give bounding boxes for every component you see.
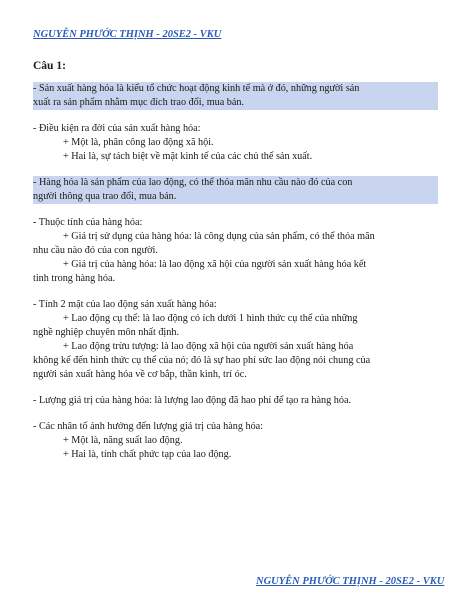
text-line: - Tính 2 mặt của lao động sản xuất hàng hóa: <box>33 299 217 310</box>
two-aspects-paragraph <box>33 298 438 382</box>
text-line: xuất ra sản phẩm nhằm mục đích trao đổi, mua bán. <box>33 97 245 108</box>
definition-paragraph <box>33 82 438 110</box>
text-line: - Điều kiện ra đời của sản xuất hàng hóa: <box>33 123 201 134</box>
text-line: - Các nhân tố ảnh hưởng đến lượng giá trị của hàng hóa: <box>33 421 264 432</box>
text-line: + Một là, năng suất lao động. <box>63 435 183 446</box>
text-line: + Lao động cụ thể: là lao động có ích dưới 1 hình thức cụ thể của những <box>63 313 358 324</box>
document-body <box>33 82 438 474</box>
text-line: nhu cầu nào đó của con người. <box>33 245 158 256</box>
text-line: + Giá trị sử dụng của hàng hóa: là công dụng của sản phẩm, có thể thỏa mãn <box>63 231 375 242</box>
text-line: - Lượng giá trị của hàng hóa: là lượng lao động đã hao phí để tạo ra hàng hóa. <box>33 395 352 406</box>
attributes-paragraph <box>33 216 438 286</box>
page-header: NGUYỄN PHƯỚC THỊNH - 20SE2 - VKU <box>33 29 222 40</box>
value-magnitude-paragraph <box>33 394 438 408</box>
text-line: người thông qua trao đổi, mua bán. <box>33 191 177 202</box>
text-line: không kể đến hình thức cụ thể của nó; đó là sự hao phí sức lao động nói chung của <box>33 355 371 366</box>
text-line: + Một là, phân công lao động xã hội. <box>63 137 214 148</box>
text-line: + Hai là, sự tách biệt về mặt kinh tế của các chủ thể sản xuất. <box>63 151 313 162</box>
factors-paragraph <box>33 420 438 462</box>
conditions-paragraph <box>33 122 438 164</box>
text-line: - Hàng hóa là sản phẩm của lao động, có thể thỏa mãn nhu cầu nào đó của con <box>33 177 353 188</box>
text-line: + Lao động trừu tượng: là lao động xã hội của người sản xuất hàng hóa <box>63 341 354 352</box>
text-line: - Thuộc tính của hàng hóa: <box>33 217 143 228</box>
text-line: tinh trong hàng hóa. <box>33 273 116 284</box>
text-line: người sản xuất hàng hóa về cơ bắp, thần kinh, trí óc. <box>33 369 247 380</box>
commodity-definition-paragraph <box>33 176 438 204</box>
text-line: nghề nghiệp chuyên môn nhất định. <box>33 327 179 338</box>
text-line: + Hai là, tính chất phức tạp của lao động. <box>63 449 232 460</box>
text-line: + Giá trị của hàng hóa: là lao động xã hội của người sản xuất hàng hóa kết <box>63 259 367 270</box>
page-footer: NGUYỄN PHƯỚC THỊNH - 20SE2 - VKU <box>256 576 445 587</box>
text-line: - Sản xuất hàng hóa là kiểu tổ chức hoạt động kinh tế mà ở đó, những người sản <box>33 83 360 94</box>
question-heading: Câu 1: <box>33 60 66 72</box>
